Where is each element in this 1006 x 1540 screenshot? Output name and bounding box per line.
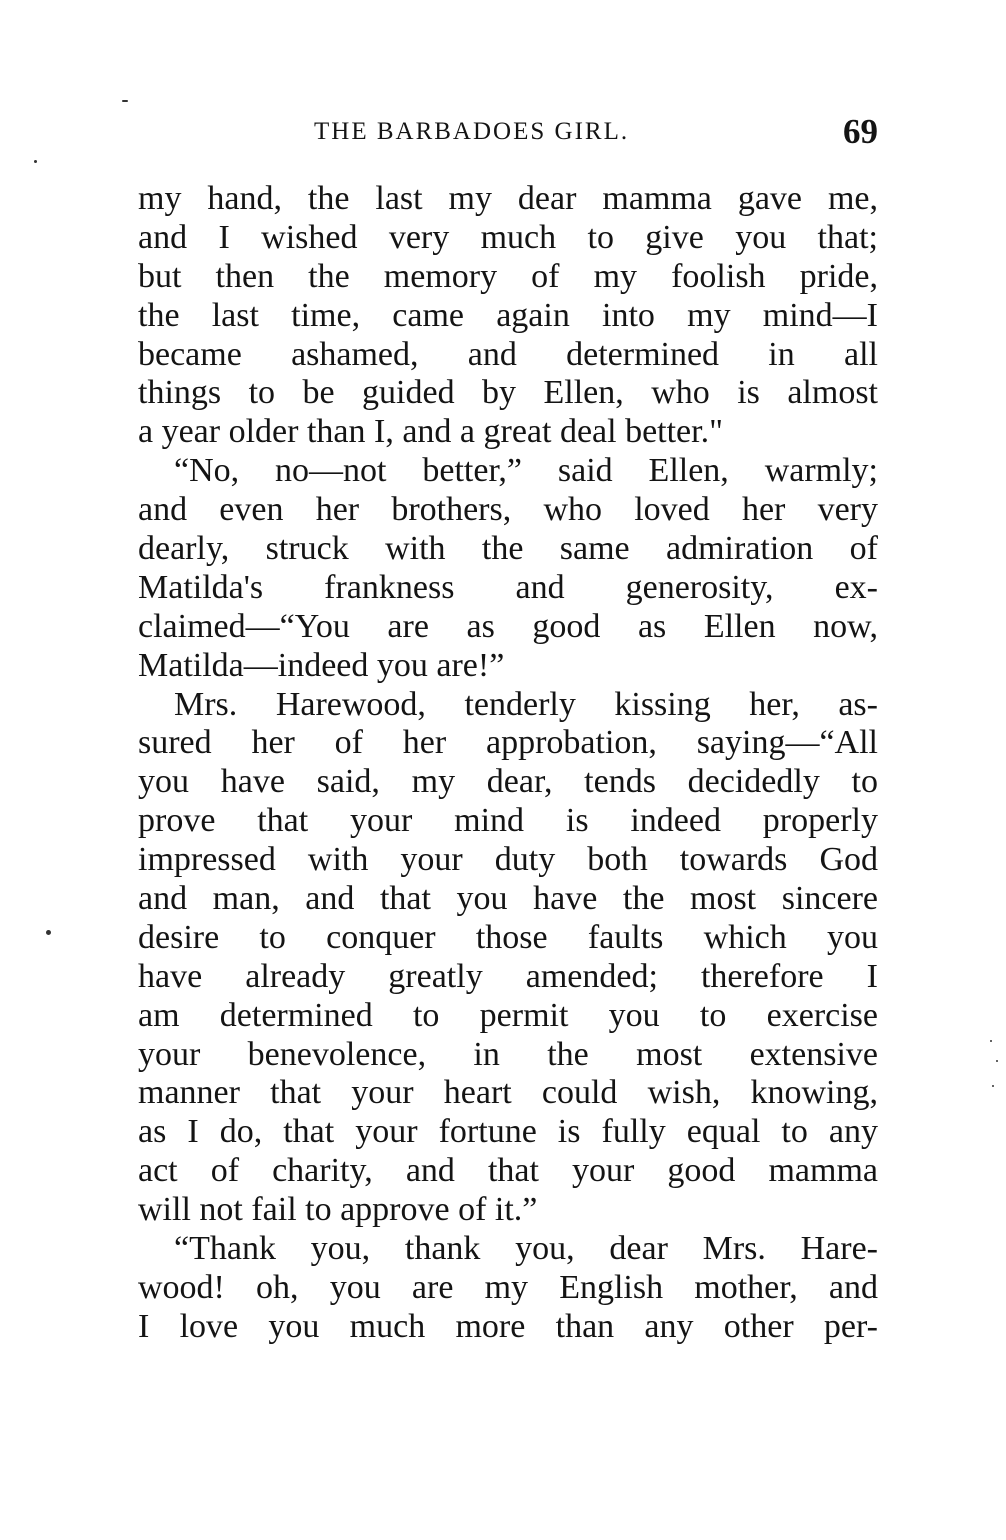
text-line: am determined to permit you to exercise	[138, 996, 878, 1034]
text-line: “No, no—not better,” said Ellen, warmly;	[174, 452, 878, 490]
text-line: I love you much more than any other per-	[138, 1307, 878, 1345]
page-number: 69	[843, 112, 878, 151]
text-line: you have said, my dear, tends decidedly to	[138, 763, 878, 801]
text-line: Matilda's frankness and generosity, ex-	[138, 568, 878, 606]
text-line: desire to conquer those faults which you	[138, 918, 878, 956]
text-line: things to be guided by Ellen, who is almost	[138, 374, 878, 412]
scan-speck	[990, 1040, 992, 1042]
text-line: and man, and that you have the most sincere	[138, 880, 878, 918]
scan-speck	[46, 930, 51, 935]
text-line: Mrs. Harewood, tenderly kissing her, as-	[174, 685, 878, 723]
text-line: prove that your mind is indeed properly	[138, 802, 878, 840]
text-line: my hand, the last my dear mamma gave me,	[138, 180, 878, 217]
text-line: the last time, came again into my mind—I	[138, 296, 878, 334]
text-line: will not fail to approve of it.”	[138, 1191, 538, 1229]
text-line: impressed with your duty both towards God	[138, 841, 878, 879]
scan-speck	[996, 1060, 998, 1062]
scan-speck	[34, 160, 37, 163]
running-title: THE BARBADOES GIRL.	[314, 118, 630, 145]
scan-speck	[122, 100, 128, 102]
text-line: dearly, struck with the same admiration of	[138, 530, 878, 568]
text-line: claimed—“You are as good as Ellen now,	[138, 607, 878, 645]
text-line: act of charity, and that your good mamma	[138, 1152, 878, 1190]
text-line: “Thank you, thank you, dear Mrs. Hare-	[174, 1230, 878, 1268]
text-line: sured her of her approbation, saying—“All	[138, 724, 878, 762]
text-line: wood! oh, you are my English mother, and	[138, 1268, 878, 1306]
text-line: but then the memory of my foolish pride,	[138, 257, 878, 295]
text-line: and even her brothers, who loved her very	[138, 491, 878, 529]
text-line: have already greatly amended; therefore I	[138, 957, 878, 995]
text-line: as I do, that your fortune is fully equal to any	[138, 1113, 878, 1151]
text-line: your benevolence, in the most extensive	[138, 1035, 878, 1073]
body-text	[138, 180, 878, 1347]
running-head	[138, 112, 878, 160]
text-line: and I wished very much to give you that;	[138, 218, 878, 256]
text-line: a year older than I, and a great deal better."	[138, 413, 723, 451]
scan-speck	[992, 1085, 994, 1087]
text-line: became ashamed, and determined in all	[138, 335, 878, 373]
text-line: Matilda—indeed you are!”	[138, 646, 505, 684]
text-line: manner that your heart could wish, knowing,	[138, 1074, 878, 1112]
